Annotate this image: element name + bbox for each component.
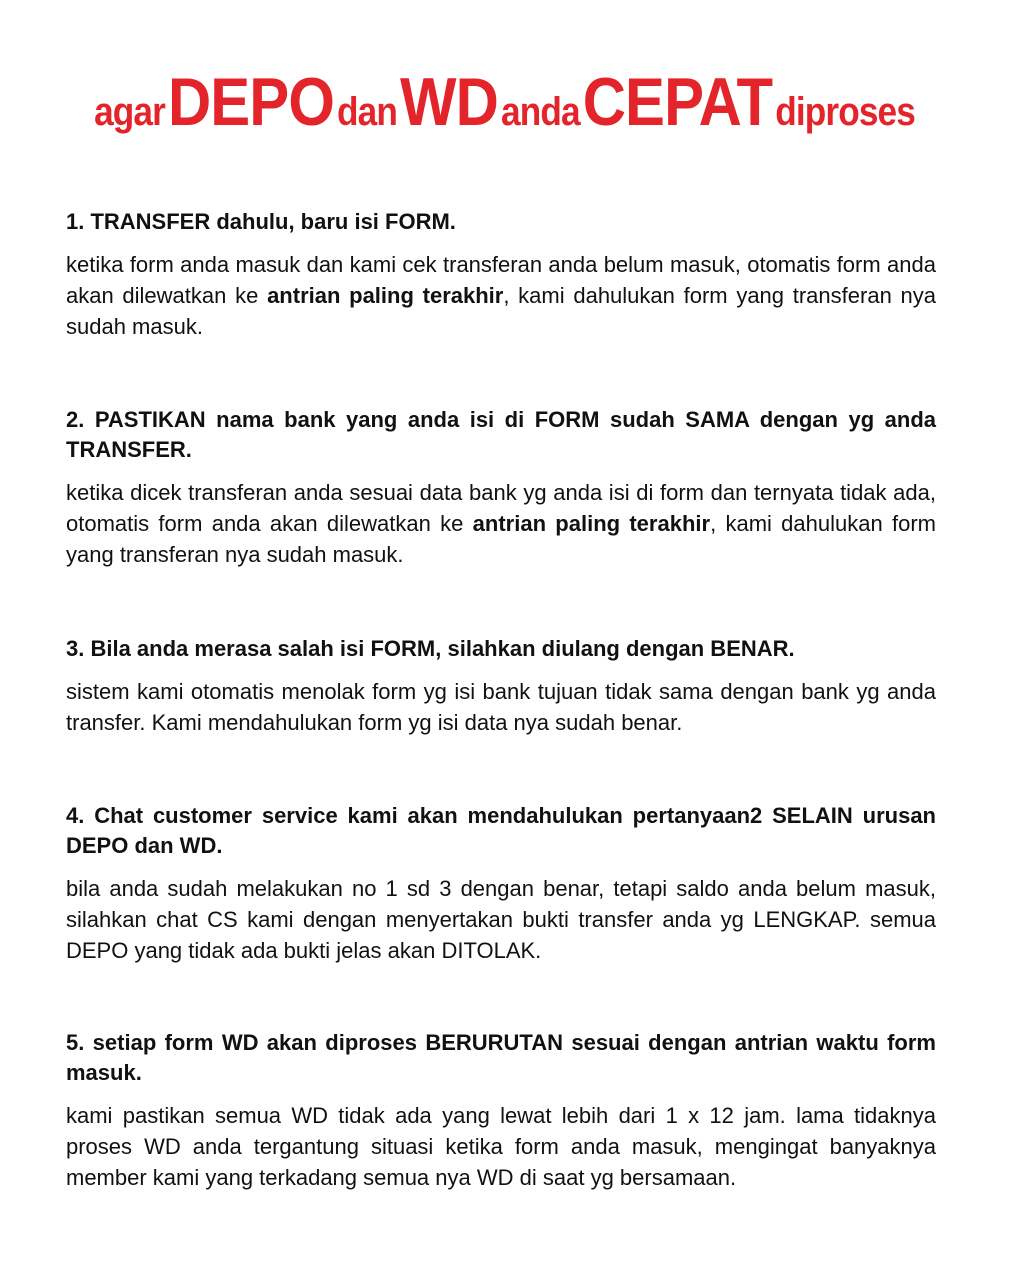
headline-word: diproses — [775, 90, 915, 134]
rule-title: 4. Chat customer service kami akan mendahulukan pertanyaan2 SELAIN urusan DEPO dan WD. — [66, 803, 936, 858]
headline-keyword: CEPAT — [582, 64, 773, 140]
rule-body: sistem kami otomatis menolak form yg isi bank tujuan tidak sama dengan bank yg anda transfer. Kami mendahulukan form yg isi data nya sudah benar. — [66, 679, 936, 735]
rule-body: bila anda sudah melakukan no 1 sd 3 dengan benar, tetapi saldo anda belum masuk, silahkan chat CS kami dengan menyertakan bukti transfer anda yg LENGKAP. semua DEPO yang tidak ada bukti jelas akan DITOLAK. — [66, 876, 936, 963]
rule-section — [66, 405, 936, 570]
rule-body-text: , kami dahulukan form yang transferan nya sudah masuk. — [66, 283, 936, 339]
rule-section — [66, 634, 936, 738]
rule-body-text: ketika form anda masuk dan kami cek transferan anda belum masuk, otomatis form anda akan dilewatkan ke — [66, 252, 936, 308]
rule-title: 3. Bila anda merasa salah isi FORM, silahkan diulang dengan BENAR. — [66, 636, 795, 661]
rule-body — [66, 477, 936, 570]
rule-body-emphasis: antrian paling terakhir — [267, 283, 504, 308]
rule-section — [66, 1028, 936, 1193]
rule-body — [66, 249, 936, 342]
headline-word: agar — [94, 90, 165, 134]
rule-title: 5. setiap form WD akan diproses BERURUTAN sesuai dengan antrian waktu form masuk. — [66, 1030, 936, 1085]
rules-list — [66, 207, 936, 1193]
headline-word: anda — [501, 90, 580, 134]
headline-keyword: WD — [400, 64, 498, 140]
rule-title: 2. PASTIKAN nama bank yang anda isi di FORM sudah SAMA dengan yg anda TRANSFER. — [66, 407, 936, 462]
rule-body: kami pastikan semua WD tidak ada yang lewat lebih dari 1 x 12 jam. lama tidaknya proses WD anda tergantung situasi ketika form anda masuk, mengingat banyaknya member kami yang terkadang semua nya WD di saat yg bersamaan. — [66, 1103, 936, 1190]
rule-section — [66, 801, 936, 966]
rule-body-text: , kami dahulukan form yang transferan nya sudah masuk. — [66, 511, 936, 567]
rule-title: 1. TRANSFER dahulu, baru isi FORM. — [66, 209, 456, 234]
rule-section — [66, 207, 936, 342]
rule-body-emphasis: antrian paling terakhir — [472, 511, 711, 536]
rule-body-text: ketika dicek transferan anda sesuai data bank yg anda isi di form dan ternyata tidak ada, otomatis form anda akan dilewatkan ke — [66, 480, 936, 536]
headline-word: dan — [337, 90, 398, 134]
headline — [61, 62, 949, 161]
headline-keyword: DEPO — [167, 64, 335, 140]
